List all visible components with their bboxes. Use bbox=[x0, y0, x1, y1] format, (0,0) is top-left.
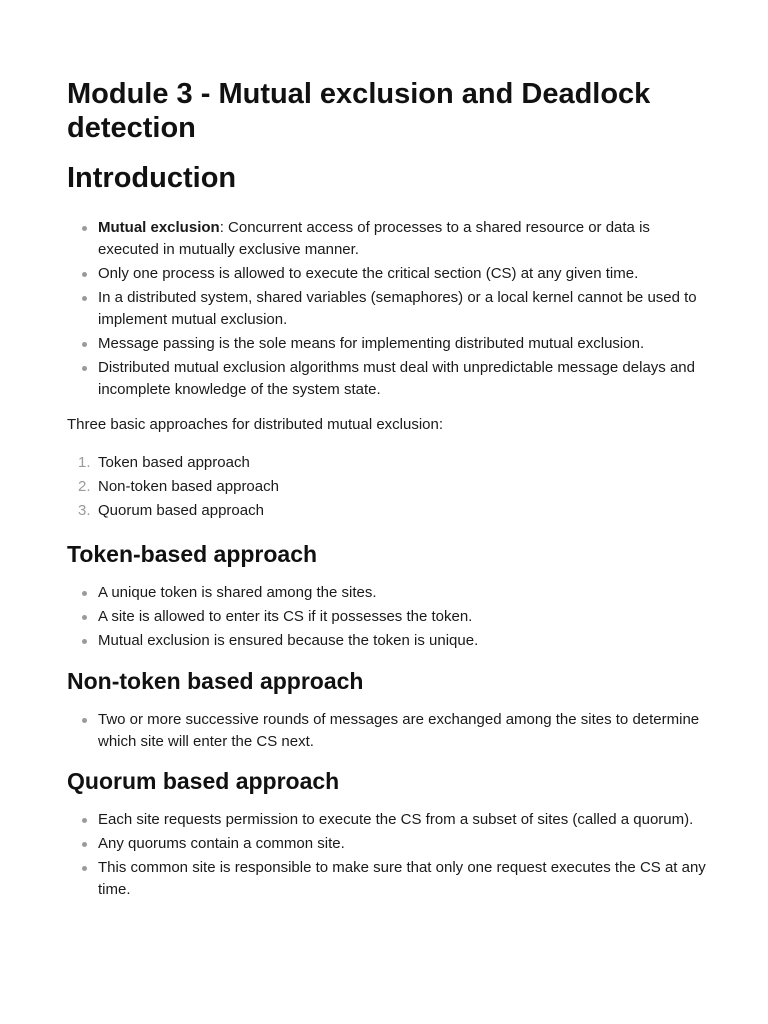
list-item-text: Only one process is allowed to execute the critical section (CS) at any given time. bbox=[98, 265, 639, 282]
item-number: 1. bbox=[78, 454, 91, 471]
bullet-icon bbox=[82, 591, 87, 596]
list-item-text: Any quorums contain a common site. bbox=[98, 835, 345, 852]
list-item-text: This common site is responsible to make sure that only one request executes the CS at any time. bbox=[98, 859, 706, 898]
non-token-based-list bbox=[67, 709, 708, 753]
list-item bbox=[67, 833, 708, 855]
item-number: 2. bbox=[78, 478, 91, 495]
numbered-item-text: Non-token based approach bbox=[98, 478, 279, 495]
numbered-item-text: Quorum based approach bbox=[98, 502, 264, 519]
introduction-heading: Introduction bbox=[67, 162, 237, 194]
list-item bbox=[67, 709, 708, 753]
list-item bbox=[67, 333, 708, 355]
term-mutual-exclusion: Mutual exclusion bbox=[98, 219, 220, 236]
bullet-icon bbox=[82, 818, 87, 823]
list-item bbox=[67, 606, 708, 628]
bullet-icon bbox=[82, 366, 87, 371]
list-item bbox=[67, 287, 708, 331]
list-item bbox=[67, 809, 708, 831]
list-item-text: Message passing is the sole means for implementing distributed mutual exclusion. bbox=[98, 335, 645, 352]
list-item-text: In a distributed system, shared variables (semaphores) or a local kernel cannot be used to implement mutual exclusion. bbox=[98, 289, 697, 328]
bullet-icon bbox=[82, 639, 87, 644]
list-item bbox=[67, 217, 708, 261]
page-title: Module 3 - Mutual exclusion and Deadlock detection bbox=[67, 78, 651, 144]
bullet-icon bbox=[82, 615, 87, 620]
bullet-icon bbox=[82, 272, 87, 277]
token-based-list bbox=[67, 582, 708, 652]
item-number: 3. bbox=[78, 502, 91, 519]
list-item-text: Distributed mutual exclusion algorithms must deal with unpredictable message delays and incomplete knowledge of the system state. bbox=[98, 359, 695, 398]
bullet-icon bbox=[82, 718, 87, 723]
approaches-intro-text: Three basic approaches for distributed mutual exclusion: bbox=[67, 416, 444, 433]
list-item bbox=[67, 630, 708, 652]
numbered-item bbox=[67, 500, 708, 522]
non-token-based-heading: Non-token based approach bbox=[67, 668, 364, 694]
numbered-item-text: Token based approach bbox=[98, 454, 250, 471]
bullet-icon bbox=[82, 866, 87, 871]
approaches-list bbox=[67, 452, 708, 522]
bullet-icon bbox=[82, 296, 87, 301]
list-item-text: : Concurrent access of processes to a shared resource or data is executed in mutually exclusive manner. bbox=[98, 219, 650, 258]
quorum-based-list bbox=[67, 809, 708, 901]
list-item-text: Mutual exclusion is ensured because the token is unique. bbox=[98, 632, 479, 649]
list-item bbox=[67, 263, 708, 285]
token-based-heading: Token-based approach bbox=[67, 541, 318, 567]
list-item-text: A site is allowed to enter its CS if it possesses the token. bbox=[98, 608, 473, 625]
numbered-item bbox=[67, 476, 708, 498]
list-item bbox=[67, 582, 708, 604]
quorum-based-heading: Quorum based approach bbox=[67, 768, 340, 794]
introduction-list bbox=[67, 217, 708, 401]
list-item bbox=[67, 357, 708, 401]
list-item-text: Each site requests permission to execute the CS from a subset of sites (called a quorum). bbox=[98, 811, 694, 828]
list-item bbox=[67, 857, 708, 901]
list-item-text: Two or more successive rounds of messages are exchanged among the sites to determine which site will enter the CS next. bbox=[98, 711, 700, 750]
bullet-icon bbox=[82, 842, 87, 847]
bullet-icon bbox=[82, 342, 87, 347]
numbered-item bbox=[67, 452, 708, 474]
list-item-text: A unique token is shared among the sites. bbox=[98, 584, 377, 601]
bullet-icon bbox=[82, 226, 87, 231]
